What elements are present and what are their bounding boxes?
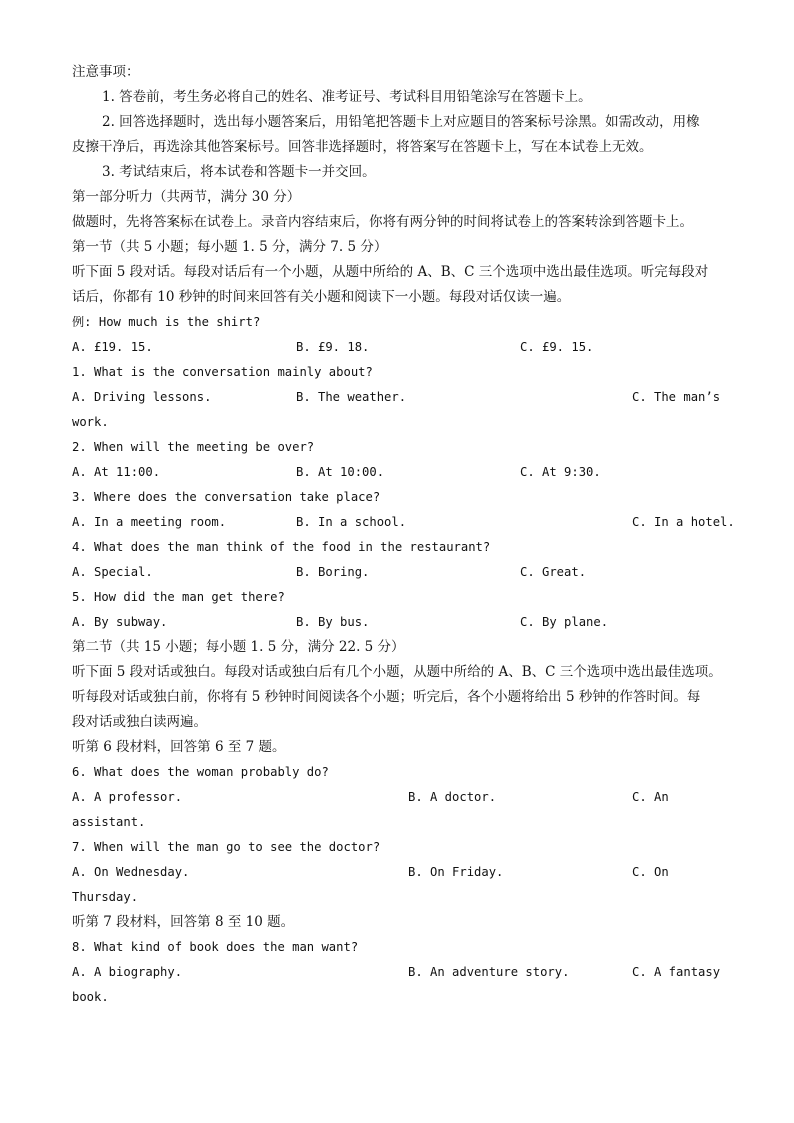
question-2-options (72, 460, 722, 485)
question-7-options (72, 860, 722, 885)
notice-item-1: 1. 答卷前，考生务必将自己的姓名、准考证号、考试科目用铅笔涂写在答题卡上。 (102, 89, 592, 105)
option-b: B. On Friday. (408, 865, 504, 879)
question-3-options (72, 510, 735, 535)
option-b: B. In a school. (296, 515, 407, 529)
option-a: A. On Wednesday. (72, 865, 190, 879)
material-6-heading: 听第 6 段材料，回答第 6 至 7 题。 (72, 739, 286, 755)
notice-item-2-cont: 皮擦干净后，再选涂其他答案标号。回答非选择题时，将答案写在答题卡上，写在本试卷上无效。 (72, 139, 653, 155)
exam-page (72, 60, 735, 1010)
option-a: A. Driving lessons. (72, 390, 212, 404)
option-a: A. A professor. (72, 790, 183, 804)
option-a: A. By subway. (72, 615, 168, 629)
option-c: C. At 9:30. (520, 465, 601, 479)
option-c: C. A fantasy (632, 965, 721, 979)
option-b: B. The weather. (296, 390, 407, 404)
option-c: C. On (632, 865, 669, 879)
option-b: B. Boring. (296, 565, 370, 579)
option-c: C. In a hotel. (632, 515, 735, 529)
question-8-option-c-cont: book. (72, 990, 109, 1004)
section1-instructions: 听下面 5 段对话。每段对话后有一个小题，从题中所给的 A、B、C 三个选项中选出最佳选项。听完每段对 (72, 264, 709, 280)
option-a: A. At 11:00. (72, 465, 161, 479)
option-b: B. A doctor. (408, 790, 497, 804)
option-c: C. An (632, 790, 669, 804)
question-3: 3. Where does the conversation take place? (72, 490, 381, 504)
option-c: C. £9. 15. (520, 340, 594, 354)
option-c: C. The man’s (632, 390, 721, 404)
question-6-options (72, 785, 722, 810)
question-4-options (72, 560, 722, 585)
notice-item-3: 3. 考试结束后，将本试卷和答题卡一并交回。 (102, 164, 376, 180)
section2-instructions-cont-1: 听每段对话或独白前，你将有 5 秒钟时间阅读各个小题；听完后，各个小题将给出 5 秒钟的作答时间。每 (72, 689, 701, 705)
question-6-option-c-cont: assistant. (72, 815, 146, 829)
question-7-option-c-cont: Thursday. (72, 890, 139, 904)
option-b: B. £9. 18. (296, 340, 370, 354)
section1-instructions-cont: 话后，你都有 10 秒钟的时间来回答有关小题和阅读下一小题。每段对话仅读一遍。 (72, 289, 571, 305)
question-2: 2. When will the meeting be over? (72, 440, 315, 454)
question-5: 5. How did the man get there? (72, 590, 285, 604)
option-b: B. By bus. (296, 615, 370, 629)
option-b: B. An adventure story. (408, 965, 570, 979)
question-8-options (72, 960, 722, 985)
notice-item-2: 2. 回答选择题时，选出每小题答案后，用铅笔把答题卡上对应题目的答案标号涂黑。如需改动，用橡 (102, 114, 700, 130)
part1-intro: 做题时，先将答案标在试卷上。录音内容结束后，你将有两分钟的时间将试卷上的答案转涂到答题卡上。 (72, 214, 693, 230)
section2-instructions-cont-2: 段对话或独白读两遍。 (72, 714, 207, 730)
option-b: B. At 10:00. (296, 465, 385, 479)
question-1-option-c-cont: work. (72, 415, 109, 429)
option-a: A. Special. (72, 565, 153, 579)
material-7-heading: 听第 7 段材料，回答第 8 至 10 题。 (72, 914, 295, 930)
question-8: 8. What kind of book does the man want? (72, 940, 359, 954)
option-a: A. £19. 15. (72, 340, 153, 354)
question-5-options (72, 610, 722, 635)
question-1: 1. What is the conversation mainly about? (72, 365, 373, 379)
option-c: C. By plane. (520, 615, 609, 629)
part1-title: 第一部分听力（共两节，满分 30 分） (72, 189, 301, 205)
option-a: A. In a meeting room. (72, 515, 227, 529)
section2-title: 第二节（共 15 小题；每小题 1. 5 分，满分 22. 5 分） (72, 639, 405, 655)
section1-title: 第一节（共 5 小题；每小题 1. 5 分，满分 7. 5 分） (72, 239, 388, 255)
question-4: 4. What does the man think of the food in the restaurant? (72, 540, 491, 554)
question-7: 7. When will the man go to see the doctor? (72, 840, 381, 854)
notice-title: 注意事项： (72, 64, 140, 80)
section2-instructions: 听下面 5 段对话或独白。每段对话或独白后有几个小题，从题中所给的 A、B、C 三个选项中选出最佳选项。 (72, 664, 722, 680)
question-6: 6. What does the woman probably do? (72, 765, 329, 779)
example-options (72, 335, 722, 360)
option-c: C. Great. (520, 565, 587, 579)
example-question: 例: How much is the shirt? (72, 315, 261, 329)
question-1-options (72, 385, 722, 410)
option-a: A. A biography. (72, 965, 183, 979)
